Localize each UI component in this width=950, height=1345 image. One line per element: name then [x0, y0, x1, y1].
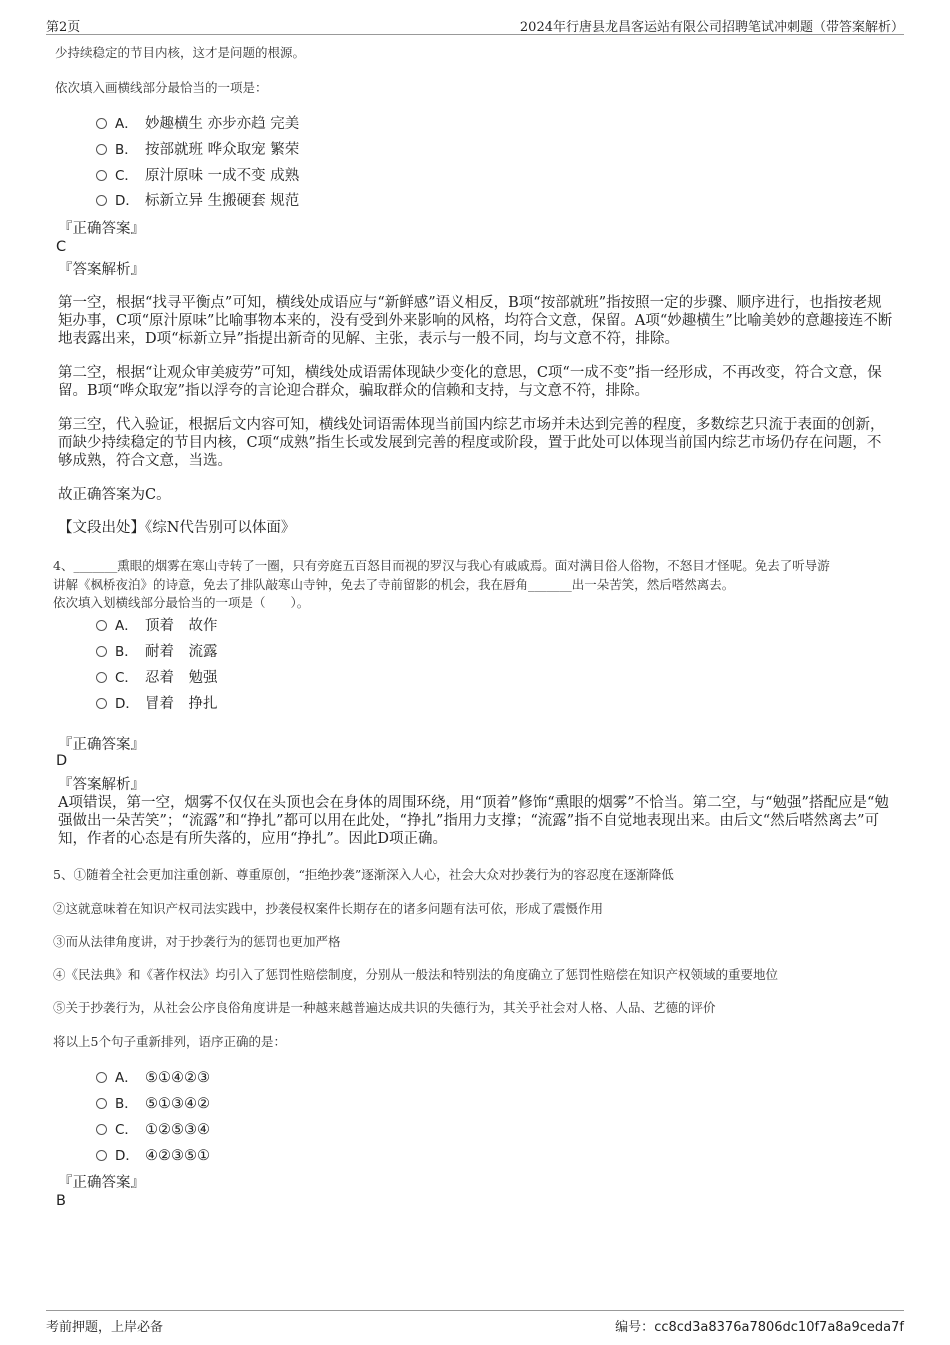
sentence-2: ②这就意味着在知识产权司法实践中，抄袭侵权案件长期存在的诸多问题有法可依，形成了震慑作用 [53, 901, 604, 916]
document-id-value: cc8cd3a8376a7806dc10f7a8a9ceda7f [654, 1320, 904, 1335]
question-4-line-1: 4、_______熏眼的烟雾在寒山寺转了一圈，只有旁庭五百怒目而视的罗汉与我心有戚戚焉。面对满目俗人俗物，不怒目才怪呢。免去了听导游 [53, 558, 830, 573]
option-c[interactable]: C． 原汁原味 一成不变 成熟 [96, 166, 299, 186]
option-d[interactable]: D． 冒着 挣扎 [96, 694, 218, 714]
footer-slogan: 考前押题，上岸必备 [46, 1320, 164, 1335]
source-citation: 【文段出处】《综N代告别可以体面》 [58, 520, 296, 536]
radio-icon[interactable] [96, 1098, 107, 1109]
page-footer [46, 1310, 904, 1335]
sentence-3: ③而从法律角度讲，对于抄袭行为的惩罚也更加严格 [53, 934, 341, 949]
option-b[interactable]: B． ⑤①③④② [96, 1094, 210, 1114]
option-b[interactable]: B． 耐着 流露 [96, 642, 218, 662]
radio-icon[interactable] [96, 698, 107, 709]
question-tail: 少持续稳定的节目内核，这才是问题的根源。 [55, 45, 306, 60]
question-4-prompt: 依次填入划横线部分最恰当的一项是（ ）。 [53, 595, 310, 610]
option-a[interactable]: A． 顶着 故作 [96, 616, 218, 636]
sentence-5: ⑤关于抄袭行为，从社会公序良俗角度讲是一种越来越普遍达成共识的失德行为，其关乎社会对人格、人品、艺德的评价 [53, 1000, 716, 1015]
option-a[interactable]: A． ⑤①④②③ [96, 1068, 210, 1088]
radio-icon[interactable] [96, 144, 107, 155]
analysis-conclusion: 故正确答案为C。 [58, 487, 171, 503]
radio-icon[interactable] [96, 170, 107, 181]
question-4-line-2: 讲解《枫桥夜泊》的诗意，免去了排队敲寒山寺钟，免去了寺前留影的机会，我在唇角_______出一朵苦笑，然后嗒然离去。 [53, 577, 735, 592]
analysis-label: 『答案解析』 [58, 777, 145, 793]
radio-icon[interactable] [96, 672, 107, 683]
question-prompt: 依次填入画横线部分最恰当的一项是： [55, 80, 268, 95]
option-d[interactable]: D． 标新立异 生搬硬套 规范 [96, 191, 299, 211]
analysis-paragraph-2: 第二空，根据“让观众审美疲劳”可知，横线处成语需体现缺少变化的意思，C项“一成不变”指一经形成，不再改变，符合文意，保留。B项“哗众取宠”指以浮夸的言论迎合群众，骗取群众的信赖和支持，与文意不符，排除。 [58, 365, 882, 399]
option-b[interactable]: B． 按部就班 哗众取宠 繁荣 [96, 140, 299, 160]
sentence-1: 5、①随着全社会更加注重创新、尊重原创，“拒绝抄袭”逐渐深入人心，社会大众对抄袭行为的容忍度在逐渐降低 [53, 867, 674, 882]
radio-icon[interactable] [96, 1072, 107, 1083]
analysis-paragraph-1: 第一空，根据“找寻平衡点”可知，横线处成语应与“新鲜感”语义相反，B项“按部就班”指按照一定的步骤、顺序进行，也指按老规矩办事，C项“原汁原味”比喻事物本来的，没有受到外来影响的风格，均符合文意，保留。A项“妙趣横生”比喻美妙的意趣接连不断地表露出来，D项“标新立异”指提出新奇的见解、主张，表示与一般不同，均与文意不符，排除。 [58, 295, 893, 347]
document-title: 2024年行唐县龙昌客运站有限公司招聘笔试冲刺题（带答案解析） [519, 20, 904, 35]
option-a[interactable]: A． 妙趣横生 亦步亦趋 完美 [96, 114, 299, 134]
analysis-label: 『答案解析』 [58, 262, 145, 278]
answer-label: 『正确答案』 [58, 1175, 145, 1191]
page-number: 第2页 [46, 20, 81, 35]
document-id [615, 1316, 904, 1335]
sentence-4: ④《民法典》和《著作权法》均引入了惩罚性赔偿制度，分别从一般法和特别法的角度确立了惩罚性赔偿在知识产权领域的重要地位 [53, 967, 779, 982]
radio-icon[interactable] [96, 1150, 107, 1161]
radio-icon[interactable] [96, 620, 107, 631]
radio-icon[interactable] [96, 1124, 107, 1135]
option-c[interactable]: C． ①②⑤③④ [96, 1120, 210, 1140]
option-d[interactable]: D． ④②③⑤① [96, 1146, 210, 1166]
option-c[interactable]: C． 忍着 勉强 [96, 668, 218, 688]
analysis-paragraph: A项错误，第一空，烟雾不仅仅在头顶也会在身体的周围环绕，用“顶着”修饰“熏眼的烟雾”不恰当。第二空，与“勉强”搭配应是“勉强做出一朵苦笑”；“流露”和“挣扎”都可以用在此处，“挣扎”指用力支撑；“流露”指不自觉地表现出来。由后文“然后嗒然离去”可知，作者的心态是有所失落的，应用“挣扎”。因此D项正确。 [58, 795, 889, 847]
document-id-label: 编号： [615, 1320, 655, 1335]
question-5-prompt: 将以上5个句子重新排列，语序正确的是： [53, 1034, 286, 1049]
page-header [46, 14, 904, 35]
answer-label: 『正确答案』 [58, 221, 145, 237]
answer-value: C [56, 239, 67, 255]
radio-icon[interactable] [96, 646, 107, 657]
radio-icon[interactable] [96, 195, 107, 206]
answer-value: B [56, 1193, 66, 1209]
answer-value: D [56, 753, 68, 769]
answer-label: 『正确答案』 [58, 737, 145, 753]
analysis-paragraph-3: 第三空，代入验证，根据后文内容可知，横线处词语需体现当前国内综艺市场并未达到完善的程度，多数综艺只流于表面的创新，而缺少持续稳定的节目内核，C项“成熟”指生长或发展到完善的程度或阶段，置于此处可以体现当前国内综艺市场仍存在问题，不够成熟，符合文意，当选。 [58, 417, 885, 469]
radio-icon[interactable] [96, 118, 107, 129]
